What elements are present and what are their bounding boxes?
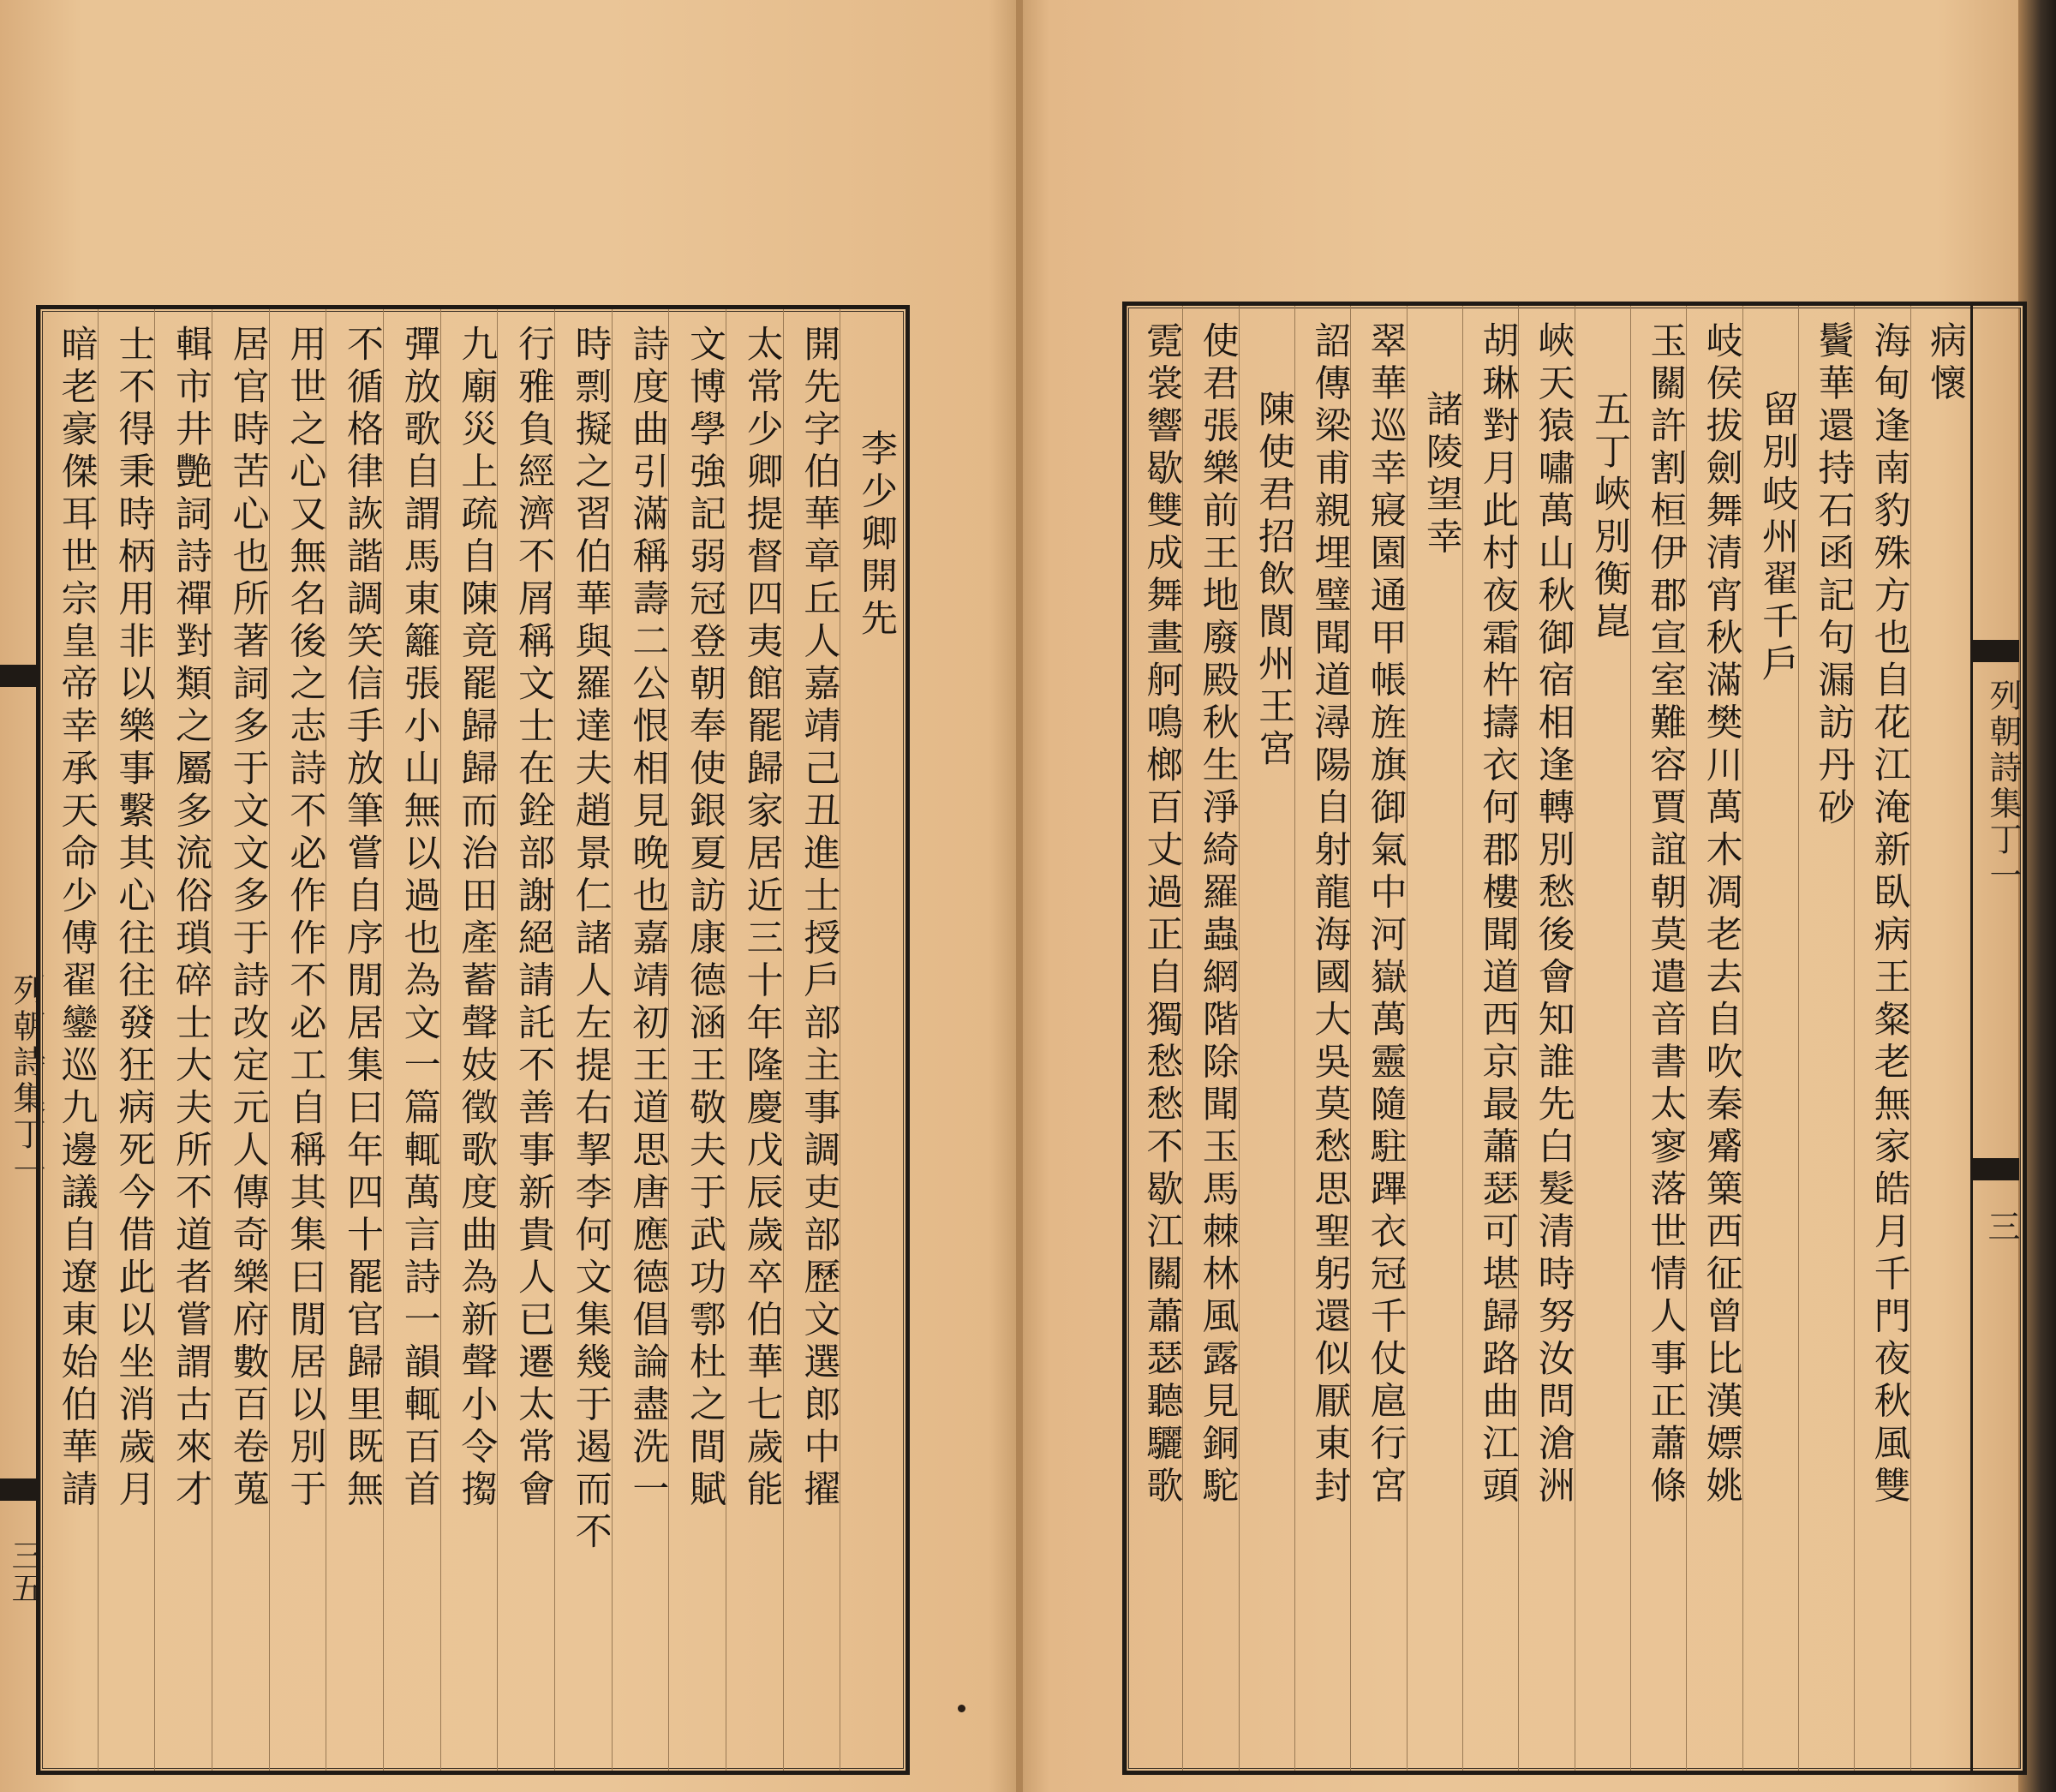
banxin-page-number: 三五: [6, 1538, 44, 1604]
text-column: 太常少卿提督四夷館罷歸家居近三十年隆慶戊辰歲卒伯華七歲能: [726, 309, 783, 1771]
text-column: 士不得秉時柄用非以樂事繫其心往往發狂病死今借此以坐消歲月: [98, 309, 155, 1771]
text-column: 九廟災上疏自陳竟罷歸歸而治田產蓄聲妓徵歌度曲為新聲小令搊: [440, 309, 498, 1771]
right-text-frame: [1122, 302, 2027, 1775]
text-column: 使君張樂前王地廢殿秋生淨綺羅蟲網階除聞玉馬棘林風露見銅駝: [1182, 306, 1238, 1771]
text-column: 行雅負經濟不屑稱文士在銓部謝絕請託不善事新貴人已遷太常會: [497, 309, 554, 1771]
text-column: 居官時苦心也所著詞多于文文多于詩改定元人傳奇樂府數百卷蒐: [212, 309, 269, 1771]
text-column: 陳使君招飲閬州王宮: [1239, 306, 1294, 1771]
text-column: 玉關許割桓伊郡宣室難容賈誼朝莫遣音書太寥落世情人事正蕭條: [1630, 306, 1686, 1771]
fish-tail-mark: [0, 1478, 36, 1501]
right-banxin: [1970, 302, 2022, 1771]
left-banxin: [0, 305, 45, 1771]
text-column: 時剽擬之習伯華與羅達夫趙景仁諸人左提右挈李何文集幾于遏而不: [554, 309, 612, 1771]
text-column: 病懷: [1910, 306, 1966, 1771]
left-text-frame: [36, 305, 910, 1775]
book-gutter: [1016, 0, 1023, 1792]
ink-speck: [958, 1705, 965, 1712]
text-column: 彈放歌自謂馬東籬張小山無以過也為文一篇輒萬言詩一韻輒百首: [383, 309, 440, 1771]
fish-tail-mark: [1973, 1158, 2019, 1180]
text-column: 胡琳對月此村夜霜杵擣衣何郡樓聞道西京最蕭瑟可堪歸路曲江頭: [1462, 306, 1518, 1771]
text-column: 開先字伯華章丘人嘉靖己丑進士授戶部主事調吏部歷文選郎中擢: [783, 309, 840, 1771]
text-column: 留別岐州翟千戶: [1742, 306, 1798, 1771]
banxin-title: 列朝詩集丁一: [8, 973, 45, 1189]
text-column: 五丁峽別衡崑: [1575, 306, 1630, 1771]
banxin-page-number: 三: [1982, 1210, 2020, 1242]
text-column: 海甸逢南豹殊方也自花江淹新臥病王粲老無家皓月千門夜秋風雙: [1854, 306, 1910, 1771]
text-column: 暗老豪傑耳世宗皇帝幸承天命少傅翟鑾巡九邊議自遼東始伯華請: [40, 309, 98, 1771]
text-column: 諸陵望幸: [1407, 306, 1462, 1771]
banxin-title: 列朝詩集丁一: [1984, 678, 2022, 894]
text-column: 詩度曲引滿稱壽二公恨相見晚也嘉靖初王道思唐應德倡論盡洗一: [612, 309, 669, 1771]
text-column: 不循格律詼諧調笑信手放筆嘗自序閒居集曰年四十罷官歸里既無: [326, 309, 383, 1771]
text-column: 岐侯拔劍舞清宵秋滿樊川萬木凋老去自吹秦觱篥西征曾比漢嫖姚: [1686, 306, 1742, 1771]
fish-tail-mark: [1973, 640, 2019, 662]
fish-tail-mark: [0, 665, 36, 687]
text-column: 用世之心又無名後之志詩不必作作不必工自稱其集曰閒居以別于: [269, 309, 326, 1771]
text-column: 霓裳響歇雙成舞畫舸鳴榔百丈過正自獨愁愁不歇江關蕭瑟聽驪歌: [1127, 306, 1182, 1771]
text-column: 李少卿開先: [840, 309, 897, 1771]
text-column: 翠華巡幸寢園通甲帳旌旗御氣中河嶽萬靈隨駐蹕衣冠千仗扈行宮: [1350, 306, 1406, 1771]
text-column: 詔傳梁甫親埋璧聞道潯陽自射龍海國大吳莫愁思聖躬還似厭東封: [1294, 306, 1350, 1771]
text-column: 鬢華還持石函記句漏訪丹砂: [1798, 306, 1854, 1771]
text-column: 峽天猿嘯萬山秋御宿相逢轉別愁後會知誰先白髮清時努汝問滄洲: [1518, 306, 1574, 1771]
text-column: 輯市井艷詞詩禪對類之屬多流俗瑣碎士大夫所不道者嘗謂古來才: [154, 309, 212, 1771]
text-column: 文博學強記弱冠登朝奉使銀夏訪康德涵王敬夫于武功鄠杜之間賦: [668, 309, 726, 1771]
